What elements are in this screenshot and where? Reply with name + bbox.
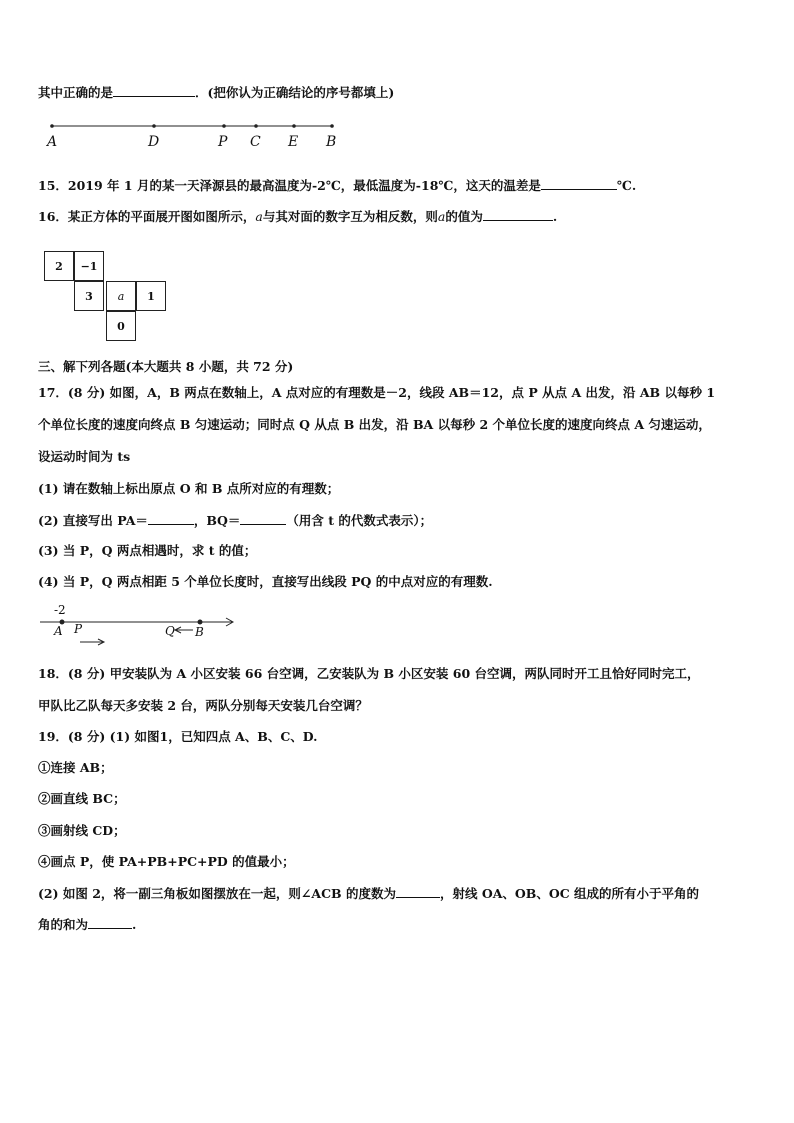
q19-p2d: .	[132, 917, 137, 932]
q15-text: 15．2019 年 1 月的某一天泽源县的最高温度为-2℃，最低温度为-18℃，这天的温差是	[38, 178, 541, 193]
q16-var-a: a	[255, 209, 263, 224]
q19-p2c: 角的和为	[38, 917, 89, 932]
net-cell: 3	[74, 281, 104, 311]
net-cell: −1	[74, 251, 104, 281]
q17-p2b: ，BQ＝	[193, 513, 241, 528]
q14-label-b: B	[326, 134, 337, 150]
q19-line1: 19．(8 分) (1) 如图1，已知四点 A、B、C、D.	[38, 729, 318, 744]
q19-step1: ①连接 AB；	[38, 760, 113, 775]
q17-line2: 个单位长度的速度向终点 B 匀速运动；同时点 Q 从点 B 出发，沿 BA 以每秒 2 个单位长度的速度向终点 A 匀速运动，	[38, 417, 711, 432]
q17-fig-number: -2	[54, 603, 66, 617]
q19-part2	[38, 885, 699, 902]
q16-end: .	[552, 209, 558, 224]
q18-line1: 18．(8 分) 甲安装队为 A 小区安装 66 台空调，乙安装队为 B 小区安装 60 台空调，两队同时开工且恰好同时完工，	[38, 666, 700, 681]
q19-step4: ④画点 P，使 PA+PB+PC+PD 的值最小；	[38, 854, 295, 869]
q16-var-a2: a	[437, 209, 446, 224]
q16-post: 的值为	[445, 209, 483, 224]
q16-mid: 与其对面的数字互为相反数，则	[262, 209, 438, 224]
q17-fig-b: B	[195, 625, 204, 639]
q17-line3: 设运动时间为 ts	[38, 449, 131, 464]
net-cell: 1	[136, 281, 166, 311]
q17-line1: 17．(8 分) 如图，A，B 两点在数轴上，A 点对应的有理数是－2，线段 AB＝12，点 P 从点 A 出发，沿 AB 以每秒 1	[38, 385, 716, 400]
q14-label-a: A	[47, 134, 58, 150]
q19-step2: ②画直线 BC；	[38, 791, 126, 806]
q19-angle-blank[interactable]	[396, 885, 440, 898]
q17-part1: (1) 请在数轴上标出原点 O 和 B 点所对应的有理数；	[38, 481, 340, 496]
q17-fig-a: A	[54, 624, 63, 638]
q17-p2c: （用含 t 的代数式表示）；	[286, 513, 433, 528]
q19-sum-blank[interactable]	[88, 916, 132, 929]
q16-pre: 16．某正方体的平面展开图如图所示，	[38, 209, 256, 224]
q19-p2b: ，射线 OA、OB、OC 组成的所有小于平角的	[439, 886, 700, 901]
q14-label-c: C	[250, 134, 261, 150]
net-cell: a	[106, 281, 136, 311]
net-cell: 2	[44, 251, 74, 281]
net-cell: 0	[106, 311, 136, 341]
q14-tail: ．(把你认为正确结论的序号都填上)	[195, 85, 395, 100]
q14-label-d: D	[148, 134, 160, 150]
q17-part3: (3) 当 P，Q 两点相遇时，求 t 的值；	[38, 543, 257, 558]
q14-lead: 其中正确的是	[38, 85, 114, 100]
q18-line2: 甲队比乙队每天多安装 2 台，两队分别每天安装几台空调？	[38, 698, 368, 713]
q17-p2a: (2) 直接写出 PA＝	[38, 513, 148, 528]
q19-part2-cont	[38, 916, 136, 933]
q17-part4: (4) 当 P，Q 两点相距 5 个单位长度时，直接写出线段 PQ 的中点对应的有理数.	[38, 574, 493, 589]
q15-unit: ℃.	[616, 178, 637, 193]
section-heading: 三、解下列各题(本大题共 8 小题，共 72 分)	[38, 359, 294, 374]
q17-fig-q: Q	[165, 624, 175, 638]
q19-p2a: (2) 如图 2，将一副三角板如图摆放在一起，则∠ACB 的度数为	[38, 886, 396, 901]
q14-label-p: P	[218, 134, 228, 150]
q19-step3: ③画射线 CD；	[38, 823, 126, 838]
q17-fig-p: P	[74, 622, 83, 636]
q14-label-e: E	[288, 134, 299, 150]
